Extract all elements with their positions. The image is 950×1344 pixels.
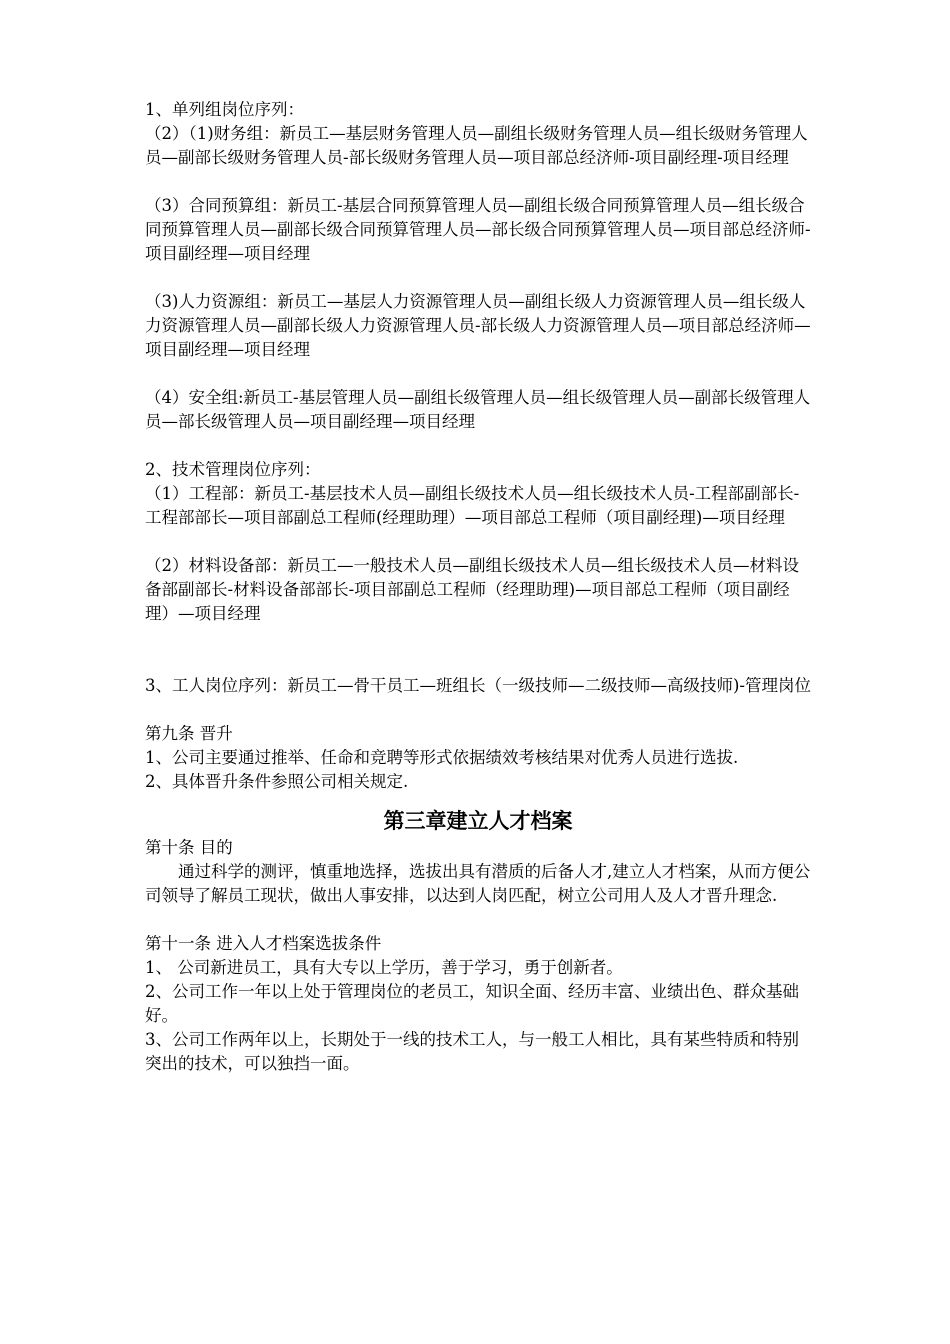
- contract-budget-group-sequence: （3）合同预算组：新员工-基层合同预算管理人员—副组长级合同预算管理人员—组长级合同预算管理人员—副部长级合同预算管理人员—部长级合同预算管理人员—项目部总经济师-项目副经理—项目经理: [145, 196, 811, 263]
- safety-group-sequence: （4）安全组:新员工-基层管理人员—副组长级管理人员—组长级管理人员—副部长级管理人员—部长级管理人员—项目副经理—项目经理: [145, 388, 811, 431]
- worker-position-sequence: 3、工人岗位序列：新员工—骨干员工—班组长（一级技师—二级技师—高级技师)-管理岗位: [145, 676, 812, 695]
- article-10-body: 通过科学的测评，慎重地选择，选拔出具有潜质的后备人才,建立人才档案，从而方便公司领导了解员工现状，做出人事安排，以达到人岗匹配，树立公司用人及人才晋升理念.: [145, 862, 811, 905]
- hr-group-sequence: （3)人力资源组：新员工—基层人力资源管理人员—副组长级人力资源管理人员—组长级人力资源管理人员—副部长级人力资源管理人员-部长级人力资源管理人员—项目部总经济师—项目副经理—项目经理: [145, 292, 811, 359]
- chapter-3-title: 第三章建立人才档案: [383, 809, 573, 833]
- section-1-heading: 1、单列组岗位序列：: [145, 100, 304, 119]
- document-body: [145, 98, 811, 1076]
- article-9-item-1: 1、公司主要通过推举、任命和竞聘等形式依据绩效考核结果对优秀人员进行选拔.: [145, 748, 739, 767]
- article-11-item-2: 2、公司工作一年以上处于管理岗位的老员工，知识全面、经历丰富、业绩出色、群众基础好。: [145, 982, 799, 1025]
- finance-group-sequence: （2）（1)财务组：新员工—基层财务管理人员—副组长级财务管理人员—组长级财务管理人员—副部长级财务管理人员-部长级财务管理人员—项目部总经济师-项目副经理-项目经理: [145, 124, 808, 167]
- article-11-item-3: 3、公司工作两年以上，长期处于一线的技术工人，与一般工人相比，具有某些特质和特别突出的技术，可以独挡一面。: [145, 1030, 799, 1073]
- article-10-title: 第十条 目的: [145, 838, 233, 857]
- article-11-title: 第十一条 进入人才档案选拔条件: [145, 934, 382, 953]
- section-2-heading: 2、技术管理岗位序列：: [145, 460, 321, 479]
- article-11-item-1: 1、 公司新进员工，具有大专以上学历，善于学习，勇于创新者。: [145, 958, 623, 977]
- article-9-item-2: 2、具体晋升条件参照公司相关规定.: [145, 772, 409, 791]
- materials-dept-sequence: （2）材料设备部：新员工—一般技术人员—副组长级技术人员—组长级技术人员—材料设备部副部长-材料设备部部长-项目部副总工程师（经理助理)—项目部总工程师（项目副经理）—项目经理: [145, 556, 799, 623]
- article-9-title: 第九条 晋升: [145, 724, 233, 743]
- engineering-dept-sequence: （1）工程部：新员工-基层技术人员—副组长级技术人员—组长级技术人员-工程部副部长-工程部部长—项目部副总工程师(经理助理）—项目部总工程师（项目副经理)—项目经理: [145, 484, 800, 527]
